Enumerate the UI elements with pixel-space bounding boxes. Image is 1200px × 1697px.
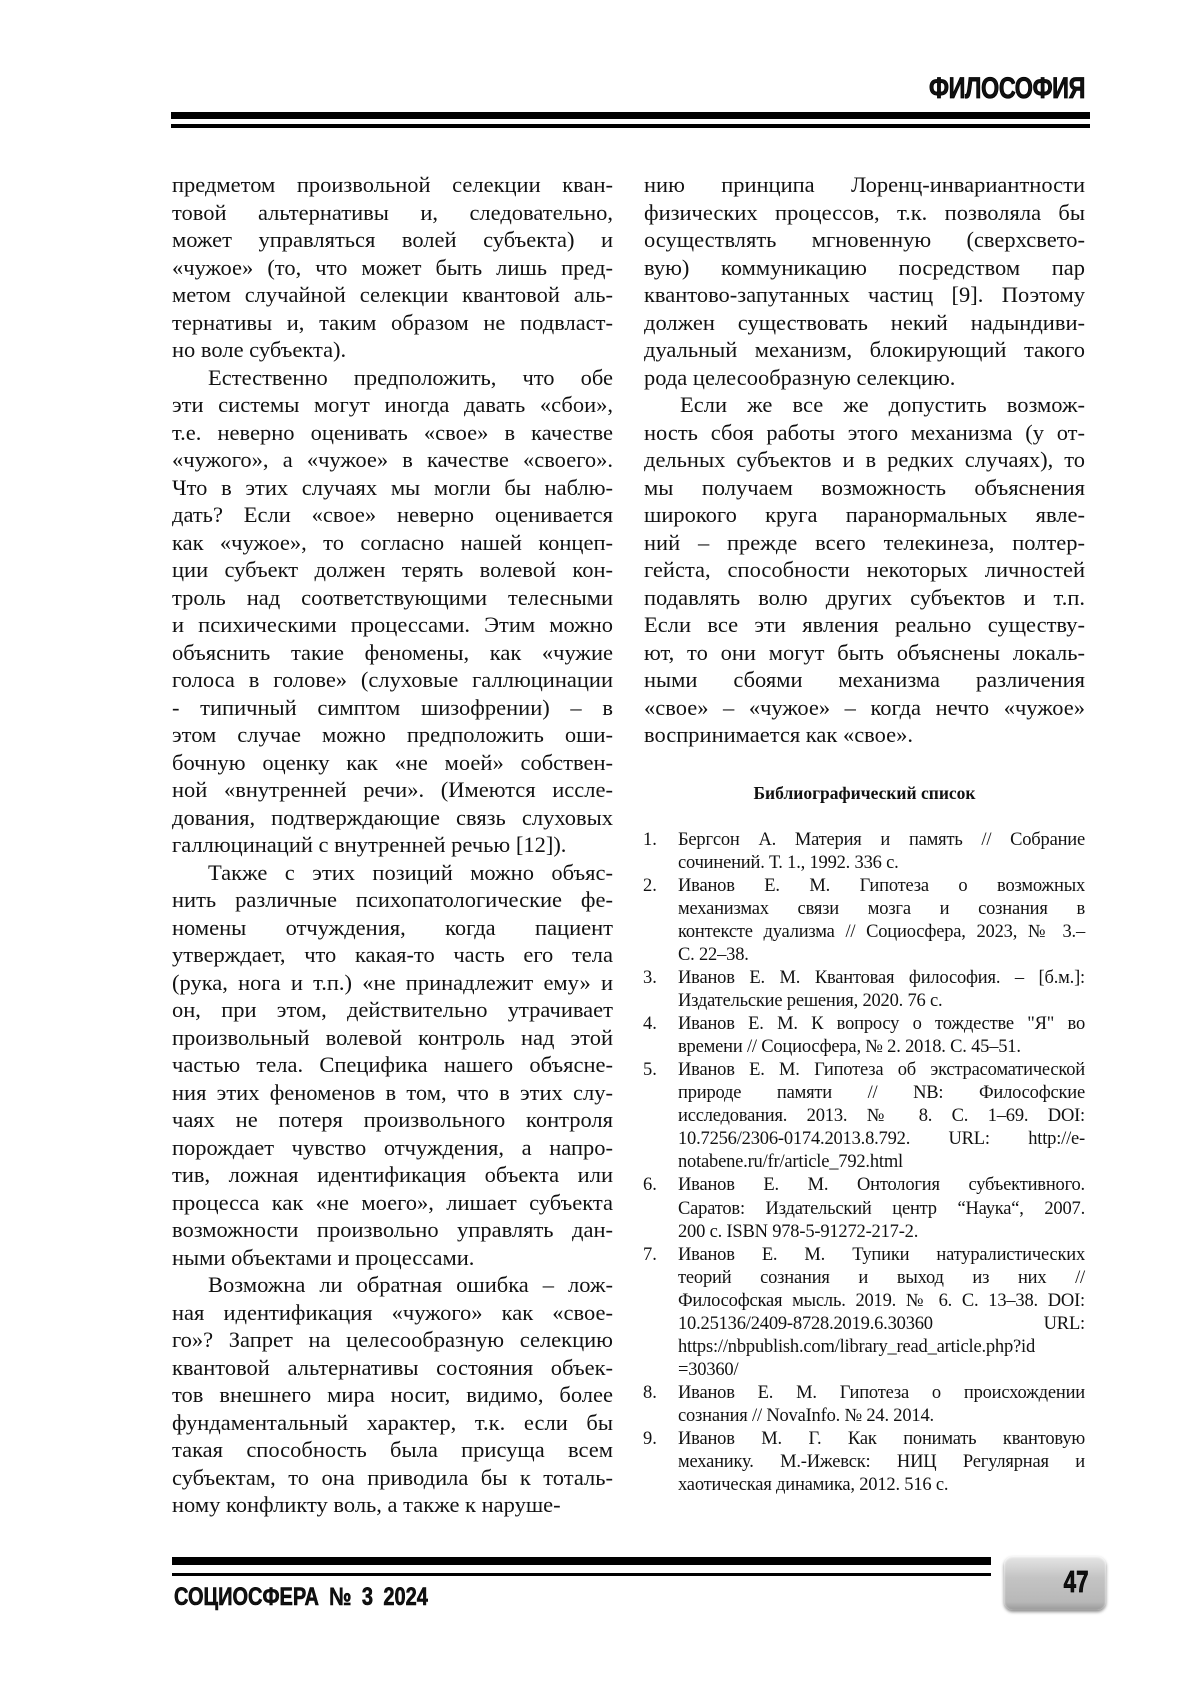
text-line: квантовой альтернативы состояния объек- [172,1354,613,1382]
bibliography-item [643,1174,1085,1243]
bibliography-item-line: сознания // NovaInfo. № 24. 2014. [678,1405,1085,1428]
bibliography-item-line: Иванов Е. М. Квантовая философия. – [б.м.]: [678,967,1085,990]
bibliography-item [643,1382,1085,1428]
text-line: ют, то они могут быть объяснены локаль- [644,639,1085,667]
text-line: «свое» – «чужое» – когда нечто «чужое» [644,694,1085,722]
text-line: Что в этих случаях мы могли бы наблю- [172,474,613,502]
text-line: вую) коммуникацию посредством пар [644,254,1085,282]
bibliography-item-line: Философская мысль. 2019. № 6. С. 13–38. DOI: [678,1290,1085,1313]
footer-rule-thick [172,1557,991,1565]
left-text-column [172,171,613,1519]
text-line: физических процессов, т.к. позволяла бы [644,199,1085,227]
text-line: ции субъект должен терять волевой кон- [172,556,613,584]
bibliography-item-line: notabene.ru/fr/article_792.html [678,1151,1085,1174]
bibliography-item-line: Издательские решения, 2020. 76 с. [678,990,1085,1013]
bibliography-item-line: 10.7256/2306-0174.2013.8.792. URL: http://e- [678,1128,1085,1151]
text-line: мы получаем возможность объяснения [644,474,1085,502]
text-line: троль над соответствующими телесными [172,584,613,612]
bibliography-item-number: 2. [643,875,657,898]
text-line: как «чужое», то согласно нашей концеп- [172,529,613,557]
text-line: нить различные психопатологические фе- [172,886,613,914]
bibliography-item-line: механизмах связи мозга и сознания в [678,898,1085,921]
text-line: ний – прежде всего телекинеза, полтер- [644,529,1085,557]
text-line: ному конфликту воль, а также к наруше- [172,1491,613,1519]
bibliography-list [643,829,1085,1498]
text-line: гейста, способности некоторых личностей [644,556,1085,584]
text-line: но воле субъекта). [172,336,613,364]
bibliography-item-line: контексте дуализма // Социосфера, 2023, № 3.– [678,921,1085,944]
text-line: Если все эти явления реально существу- [644,611,1085,639]
bibliography-item-line: Иванов Е. М. Тупики натуралистических [678,1244,1085,1267]
text-line: метом случайной селекции квантовой аль- [172,281,613,309]
page-number: 47 [1063,1566,1088,1598]
text-line: го»? Запрет на целесообразную селекцию [172,1326,613,1354]
bibliography-item-line: 200 с. ISBN 978-5-91272-217-2. [678,1221,1085,1244]
header-rule-thin [171,124,1090,128]
bibliography-item [643,1244,1085,1382]
text-line: - типичный симптом шизофрении) – в [172,694,613,722]
text-line: объяснить такие феномены, как «чужие [172,639,613,667]
text-line: «чужое» (то, что может быть лишь пред- [172,254,613,282]
text-line: Возможна ли обратная ошибка – лож- [172,1271,613,1299]
text-line: возможности произвольно управлять дан- [172,1216,613,1244]
text-line: «чужого», а «чужое» в качестве «своего». [172,446,613,474]
bibliography-item-line: теорий сознания и выход из них // [678,1267,1085,1290]
text-line: тов внешнего мира носит, видимо, более [172,1381,613,1409]
text-line: чаях не потеря произвольного контроля [172,1106,613,1134]
bibliography-item-line: Иванов Е. М. Онтология субъективного. [678,1174,1085,1197]
text-line: Также с этих позиций можно объяс- [172,859,613,887]
text-line: порождает чувство отчуждения, а напро- [172,1134,613,1162]
text-line: квантово-запутанных частиц [9]. Поэтому [644,281,1085,309]
bibliography-item [643,1428,1085,1497]
bibliography-item-line: времени // Социосфера, № 2. 2018. С. 45–51. [678,1036,1085,1059]
bibliography-item-line: природе памяти // NB: Философские [678,1082,1085,1105]
paragraph [172,859,613,1272]
page-number-badge [1004,1556,1106,1610]
text-line: субъектам, то она приводила бы к тоталь- [172,1464,613,1492]
paragraph [172,171,613,364]
bibliography-item-line: =30360/ [678,1359,1085,1382]
text-line: утверждает, что какая-то часть его тела [172,941,613,969]
text-line: ния этих феноменов в том, что в этих слу- [172,1079,613,1107]
paragraph [172,1271,613,1519]
bibliography-item-number: 4. [643,1013,657,1036]
bibliography-item [643,1059,1085,1174]
bibliography-item-line: Иванов Е. М. К вопросу о тождестве "Я" во [678,1013,1085,1036]
paragraph [644,171,1085,391]
text-line: бочную оценку как «не моей» собствен- [172,749,613,777]
text-line: произвольный волевой контроль над этой [172,1024,613,1052]
bibliography-item-line: Иванов Е. М. Гипотеза о происхождении [678,1382,1085,1405]
bibliography-item [643,829,1085,875]
text-line: и психическими процессами. Этим можно [172,611,613,639]
bibliography-item-line: хаотическая динамика, 2012. 516 с. [678,1474,1085,1497]
text-line: ной «внутренней речи». (Имеются иссле- [172,776,613,804]
bibliography-item-line: https://nbpublish.com/library_read_article.php?id [678,1336,1085,1359]
text-line: этом случае можно предположить оши- [172,721,613,749]
bibliography-item-line: 10.25136/2409-8728.2019.6.30360 URL: [678,1313,1085,1336]
bibliography-item [643,875,1085,967]
bibliography-item-line: Бергсон А. Материя и память // Собрание [678,829,1085,852]
text-line: дуальный механизм, блокирующий такого [644,336,1085,364]
bibliography-item-line: С. 22–38. [678,944,1085,967]
text-line: может управляться волей субъекта) и [172,226,613,254]
bibliography-item-line: Иванов Е. М. Гипотеза о возможных [678,875,1085,898]
bibliography-item-line: Саратов: Издательский центр “Наука“, 2007. [678,1198,1085,1221]
text-line: подавлять волю других субъектов и т.п. [644,584,1085,612]
text-line: он, при этом, действительно утрачивает [172,996,613,1024]
text-line: ными объектами и процессами. [172,1244,613,1272]
text-line: нию принципа Лоренц-инвариантности [644,171,1085,199]
text-line: тернативы и, таким образом не подвласт- [172,309,613,337]
text-line: номены отчуждения, когда пациент [172,914,613,942]
text-line: ными сбоями механизма различения [644,666,1085,694]
text-line: рода целесообразную селекцию. [644,364,1085,392]
bibliography-item-number: 1. [643,829,657,852]
right-text-column [644,171,1085,749]
text-line: тив, ложная идентификация объекта или [172,1161,613,1189]
text-line: частью тела. Специфика нашего объясне- [172,1051,613,1079]
text-line: процесса как «не моего», лишает субъекта [172,1189,613,1217]
bibliography-item-line: Иванов М. Г. Как понимать квантовую [678,1428,1085,1451]
text-line: осуществлять мгновенную (сверхсвето- [644,226,1085,254]
text-line: дать? Если «свое» неверно оценивается [172,501,613,529]
text-line: ность сбоя работы этого механизма (у от- [644,419,1085,447]
bibliography-item [643,1013,1085,1059]
footer-rule-thin [172,1573,991,1576]
bibliography-heading: Библиографический список [644,782,1085,804]
text-line: широкого круга паранормальных явле- [644,501,1085,529]
text-line: Естественно предположить, что обе [172,364,613,392]
bibliography-item-line: Иванов Е. М. Гипотеза об экстрасоматической [678,1059,1085,1082]
text-line: фундаментальный характер, т.к. если бы [172,1409,613,1437]
header-rule-thick [171,112,1090,119]
bibliography-item-number: 3. [643,967,657,990]
bibliography-item-number: 5. [643,1059,657,1082]
bibliography-item-line: исследования. 2013. № 8. С. 1–69. DOI: [678,1105,1085,1128]
bibliography-item-number: 9. [643,1428,657,1451]
text-line: товой альтернативы и, следовательно, [172,199,613,227]
text-line: воспринимается как «свое». [644,721,1085,749]
bibliography-item-number: 8. [643,1382,657,1405]
bibliography-item-number: 7. [643,1244,657,1267]
bibliography-item-number: 6. [643,1174,657,1197]
text-line: эти системы могут иногда давать «сбои», [172,391,613,419]
text-line: галлюцинаций с внутренней речью [12]). [172,831,613,859]
text-line: дельных субъектов и в редких случаях), то [644,446,1085,474]
bibliography-item-line: сочинений. Т. 1., 1992. 336 с. [678,852,1085,875]
text-line: Если же все же допустить возмож- [644,391,1085,419]
section-title: ФИЛОСОФИЯ [929,72,1085,106]
text-line: голоса в голове» (слуховые галлюцинации [172,666,613,694]
journal-issue-label: СОЦИОСФЕРА № 3 2024 [174,1582,428,1612]
text-line: дования, подтверждающие связь слуховых [172,804,613,832]
text-line: т.е. неверно оценивать «свое» в качестве [172,419,613,447]
text-line: (рука, нога и т.п.) «не принадлежит ему» и [172,969,613,997]
text-line: должен существовать некий надындиви- [644,309,1085,337]
paragraph [644,391,1085,749]
paragraph [172,364,613,859]
text-line: предметом произвольной селекции кван- [172,171,613,199]
text-line: ная идентификация «чужого» как «свое- [172,1299,613,1327]
bibliography-item [643,967,1085,1013]
bibliography-item-line: механику. М.-Ижевск: НИЦ Регулярная и [678,1451,1085,1474]
text-line: такая способность была присуща всем [172,1436,613,1464]
